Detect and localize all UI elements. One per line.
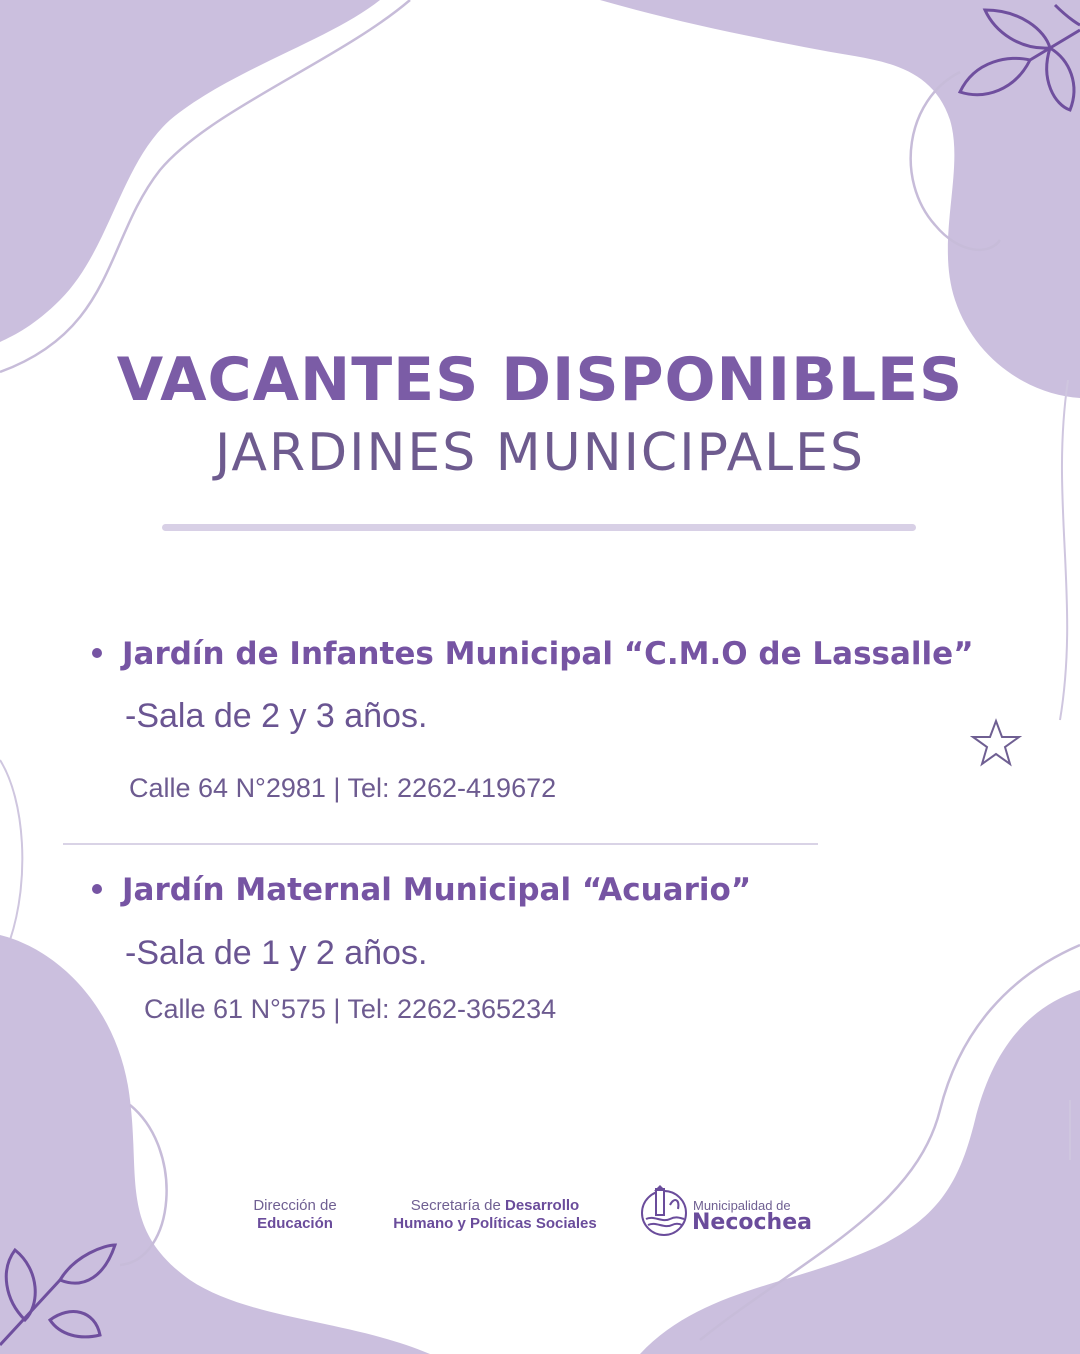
section-divider <box>63 843 818 845</box>
item-name: Jardín Maternal Municipal “Acuario” <box>122 872 752 908</box>
item-rooms: -Sala de 1 y 2 años. <box>125 934 428 972</box>
title-underline <box>162 524 916 531</box>
line-left-edge <box>0 760 22 940</box>
secretaria-prefix: Secretaría de <box>410 1197 505 1214</box>
footer-direccion <box>240 1197 350 1233</box>
municipalidad-label: Municipalidad de <box>693 1198 791 1213</box>
bullet-icon <box>92 648 102 658</box>
page-subtitle: JARDINES MUNICIPALES <box>214 423 866 483</box>
secretaria-line2: Humano y Políticas Sociales <box>393 1215 597 1232</box>
municipal-crest-logo <box>638 1183 690 1239</box>
necochea-label: Necochea <box>692 1210 812 1235</box>
item-rooms: -Sala de 2 y 3 años. <box>125 697 428 735</box>
bullet-icon <box>92 884 102 894</box>
secretaria-bold: Desarrollo <box>505 1197 580 1214</box>
footer-secretaria <box>372 1197 618 1233</box>
page-title: VACANTES DISPONIBLES <box>116 345 964 415</box>
list-item-title <box>92 872 751 908</box>
list-item-title <box>92 636 974 672</box>
item-name: Jardín de Infantes Municipal “C.M.O de Lassalle” <box>122 636 974 672</box>
item-address: Calle 64 N°2981 | Tel: 2262-419672 <box>129 773 557 803</box>
blob-bottom-right <box>640 990 1080 1354</box>
direccion-line2: Educación <box>257 1215 333 1232</box>
item-address: Calle 61 N°575 | Tel: 2262-365234 <box>144 994 557 1024</box>
blob-top-left <box>0 0 380 342</box>
star-outline-icon <box>970 718 1022 768</box>
direccion-line1: Dirección de <box>253 1197 337 1214</box>
